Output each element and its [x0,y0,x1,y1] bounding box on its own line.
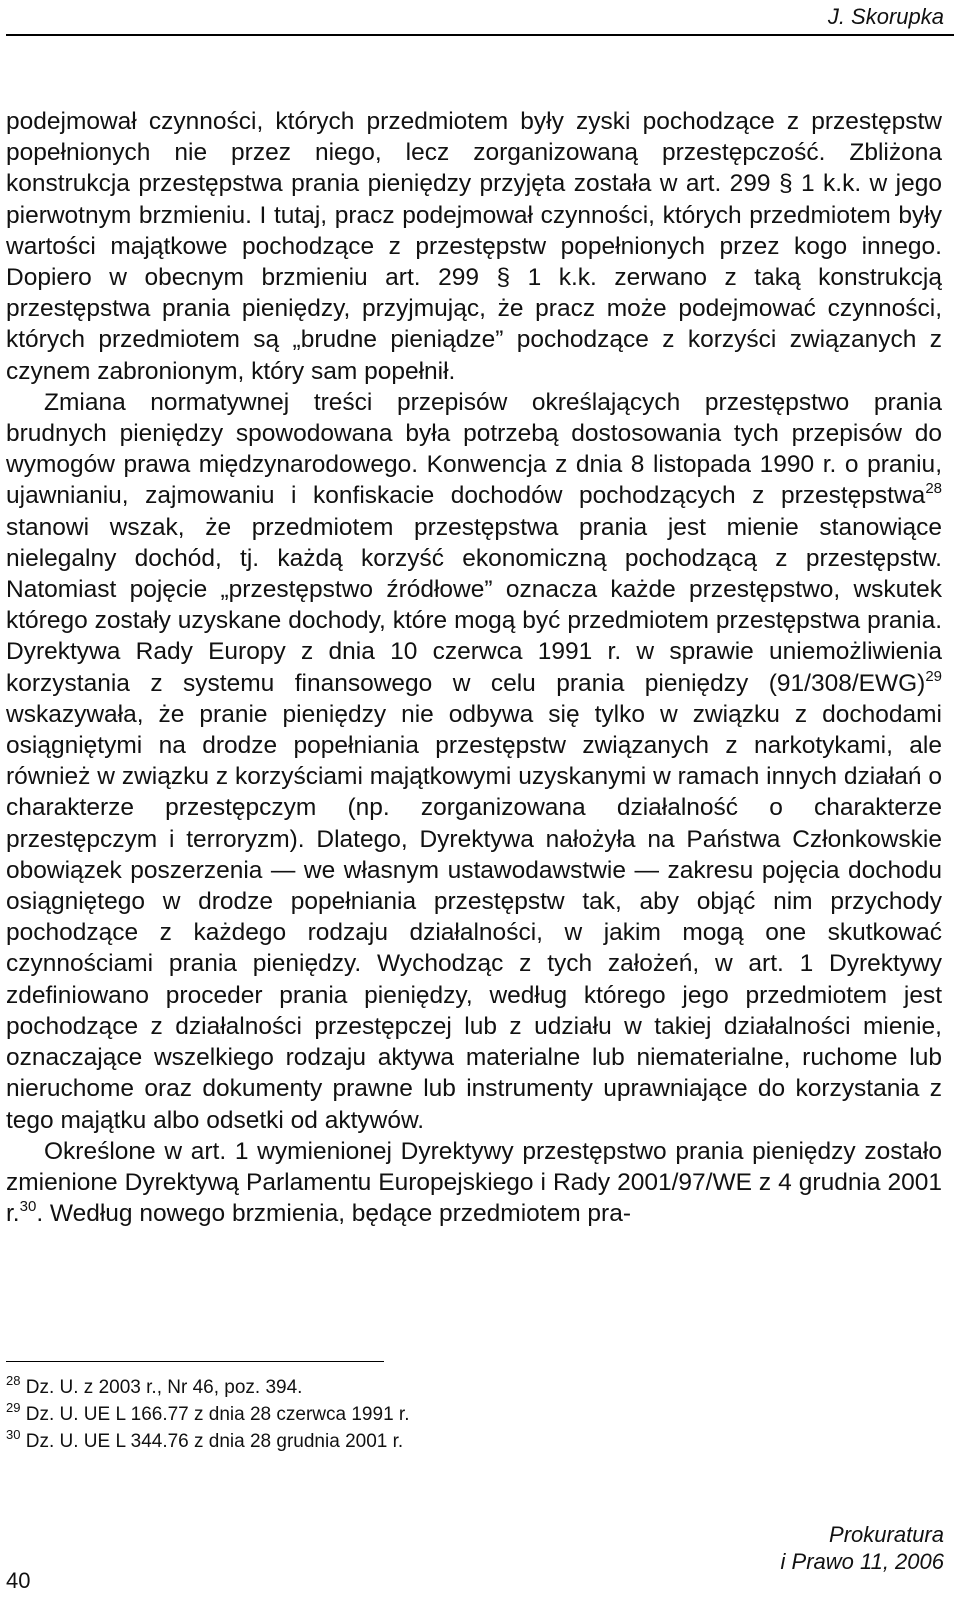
paragraph-text: wskazywała, że pranie pieniędzy nie odbywa się tylko w związku z dochodami osiągniętymi na drodze popełniania przestępstw związanych z narkotykami, ale również w związku z korzyściami majątkowymi uzyskanymi w ramach innych działań o charakterze przestępczym (np. zorganizowana działalność o charakterze przestępczym i terroryzm). Dlatego, Dyrektywa nałożyła na Państwa Członkowskie obowiązek poszerzenia — we własnym ustawodawstwie — zakresu pojęcia dochodu osiągniętego w drodze popełniania przestępstw tak, aby objąć nim przychody pochodzące z każdego rodzaju działalności, w jakim mogą one skutkować czynnościami prania pieniędzy. Wychodząc z tych założeń, w art. 1 Dyrektywy zdefiniowano proceder prania pieniędzy, według którego jego przedmiotem jest pochodzące z działalności przestępczej lub z udziału w takiej działalności mienie, oznaczające wszelkiego rodzaju aktywa materialne lub niematerialne, ruchome lub nieruchome oraz dokumenty prawne lub instrumenty uprawniające do korzystania z tego majątku albo odsetki od aktywów. [6,700,942,1134]
footnote-divider [6,1361,384,1362]
footnote [6,1401,409,1428]
paragraph-text: . Według nowego brzmienia, będące przedmiotem pra- [36,1200,631,1228]
journal-name: Prokuratura [829,1522,944,1547]
footnote-text: Dz. U. z 2003 r., Nr 46, poz. 394. [25,1377,303,1398]
journal-issue: i Prawo 11, 2006 [780,1549,944,1574]
footnote-text: Dz. U. UE L 166.77 z dnia 28 czerwca 1991 r. [25,1404,410,1425]
footnote-number: 30 [6,1427,21,1442]
main-text [6,106,942,1229]
paragraph-text: Określone w art. 1 wymienionej Dyrektywy przestępstwo prania pieniędzy zostało zmienione Dyrektywą Parlamentu Europejskiego i Rady 2001/97/WE z 4 grudnia 2001 r. [6,1137,942,1228]
journal-footer [781,1521,944,1575]
footnote [6,1374,409,1401]
footnote-number: 28 [6,1373,21,1388]
paragraph [6,106,942,387]
page-number: 40 [6,1568,31,1593]
footnotes [6,1374,409,1455]
footnote-number: 29 [6,1400,21,1415]
footnote-reference: 28 [925,480,942,498]
footnote [6,1428,409,1455]
footnote-reference: 29 [925,667,942,685]
paragraph [6,387,942,1136]
running-header-author: J. Skorupka [827,4,944,29]
header-divider [6,34,954,36]
paragraph-text: Zmiana normatywnej treści przepisów określających przestępstwo prania brudnych pieniędzy spowodowana była potrzebą dostosowania tych przepisów do wymogów prawa międzynarodowego. Konwencja z dnia 8 listopada 1990 r. o praniu, ujawnianiu, zajmowaniu i konfiskacie dochodów pochodzących z przestępstwa [6,388,942,510]
footnote-reference: 30 [19,1198,37,1216]
footnote-text: Dz. U. UE L 344.76 z dnia 28 grudnia 2001 r. [25,1431,404,1452]
paragraph-text: stanowi wszak, że przedmiotem przestępstwa prania jest mienie stanowiące nielegalny dochód, tj. każdą korzyść ekonomiczną pochodzącą z przestępstw. Natomiast pojęcie „przestępstwo źródłowe” oznacza każde przestępstwo, wskutek którego zostały uzyskane dochody, które mogą być przedmiotem przestępstwa prania. Dyrektywa Rady Europy z dnia 10 czerwca 1991 r. w sprawie uniemożliwienia korzystania z systemu finansowego w celu prania pieniędzy (91/308/EWG) [6,513,942,697]
paragraph-text: podejmował czynności, których przedmiotem były zyski pochodzące z przestępstw popełnionych nie przez niego, lecz zorganizowaną przestępczość. Zbliżona konstrukcja przestępstwa prania pieniędzy przyjęta została w art. 299 § 1 k.k. w jego pierwotnym brzmieniu. I tutaj, pracz podejmował czynności, których przedmiotem były wartości majątkowe pochodzące z przestępstw popełnionych przez kogo innego. Dopiero w obecnym brzmieniu art. 299 § 1 k.k. zerwano z taką konstrukcją przestępstwa prania pieniędzy, przyjmując, że pracz może podejmować czynności, których przedmiotem są „brudne pieniądze” pochodzące z korzyści związanych z czynem zabronionym, który sam popełnił. [6,108,942,385]
paragraph [6,1136,942,1230]
